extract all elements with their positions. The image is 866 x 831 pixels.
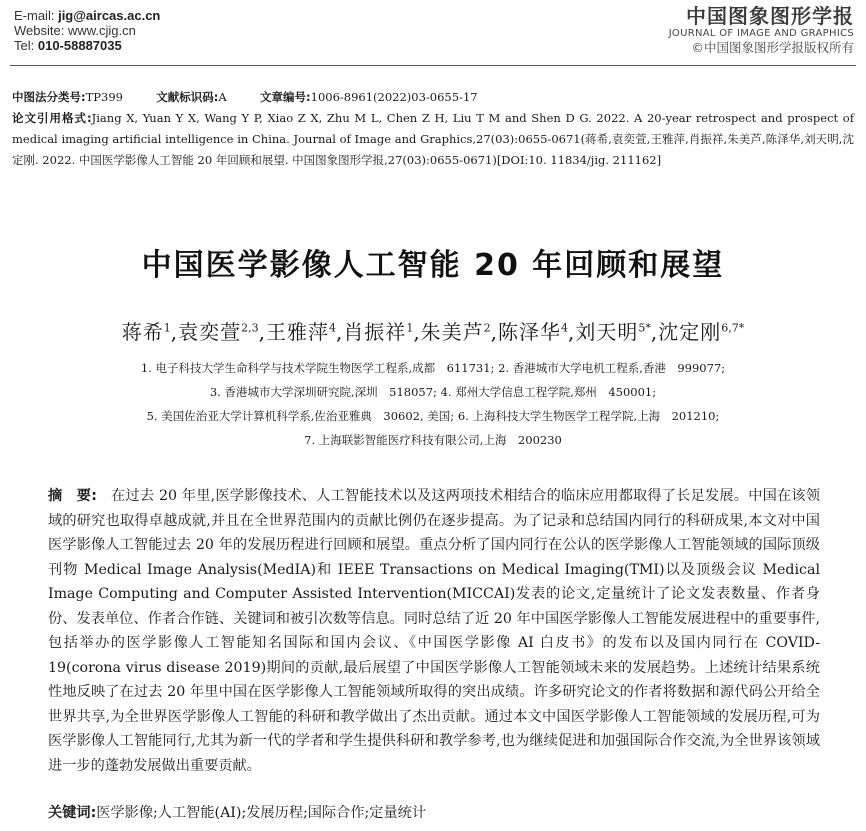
classification-line — [12, 87, 854, 108]
article-no-label: 文章编号: — [260, 90, 311, 104]
author-affiliation-mark: 1 — [163, 321, 171, 335]
website-line — [14, 23, 160, 38]
citation-label: 论文引用格式: — [12, 111, 92, 125]
author — [498, 320, 568, 344]
clc-label: 中图法分类号: — [12, 90, 86, 104]
author-affiliation-mark: 5* — [638, 321, 651, 335]
header-divider — [10, 65, 856, 66]
citation-format — [12, 108, 854, 171]
author-name: 王雅萍 — [265, 320, 329, 344]
author-affiliation-mark: 1 — [406, 321, 414, 335]
affiliation-list — [0, 356, 866, 452]
author — [122, 320, 171, 344]
author-name: 朱美芦 — [420, 320, 484, 344]
tel-line — [14, 38, 160, 53]
keywords — [48, 801, 426, 825]
author-affiliation-mark: 6,7* — [721, 321, 745, 335]
keywords-label: 关键词: — [48, 805, 97, 821]
author-affiliation-mark: 2,3 — [241, 321, 259, 335]
tel-label: Tel: — [14, 38, 35, 53]
affiliation-line: 1. 电子科技大学生命科学与技术学院生物医学工程系,成都 611731; 2. 香港城市大学电机工程系,香港 999077; — [140, 361, 726, 375]
tel-number: 010-58887035 — [37, 38, 122, 53]
author-name: 肖振祥 — [343, 320, 407, 344]
website-label: Website: — [14, 23, 65, 38]
author — [575, 320, 651, 344]
abstract-text: 在过去 20 年里,医学影像技术、人工智能技术以及这两项技术相结合的临床应用都取得了长足发展。中国在该领域的研究也取得卓越成就,并且在全世界范围内的贡献比例仍在逐步提高。为了记录和总结国内同行的科研成果,本文对中国医学影像人工智能过去 20 年的发展历程进行回顾和展望。重点分析了国内同行在公认的医学影像人工智能领域的国际顶级刊物 Medical Image Analysis(MedIA)和 IEEE Transactions on Medical Imaging(TMI)以及顶级会议 Medical Image Computing and Computer Assisted Intervention(MICCAI)发表的论文,定量统计了论文发表数量、作者身份、发表单位、作者合作链、关键词和被引次数等信息。同时总结了近 20 年中国医学影像人工智能发展进程中的重要事件,包括举办的医学影像人工智能知名国际和国内会议、《中国医学影像 AI 白皮书》的发布以及国内同行在 COVID-19(corona virus disease 2019)期间的贡献,最后展望了中国医学影像人工智能领域未来的发展趋势。上述统计结果系统性地反映了在过去 20 年里中国在医学影像人工智能领域所取得的突出成绩。许多研究论文的作者将数据和源代码公开给全世界共享,为全世界医学影像人工智能的科研和教学做出了杰出贡献。通过本文中国医学影像人工智能领域的发展历程,可为医学影像人工智能同行,尤其为新一代的学者和学生提供科研和教学参考,也为继续促进和加强国际合作交流,为全世界该领域进一步的蓬勃发展做出重要贡献。 — [48, 488, 821, 774]
email-line — [14, 8, 160, 23]
author-affiliation-mark: 4 — [328, 321, 336, 335]
email-label: E-mail: — [14, 8, 55, 23]
copyright-notice: ©中国图象图形学报版权所有 — [691, 40, 854, 55]
author-name: 袁奕萱 — [178, 320, 242, 344]
affiliation-line: 3. 香港城市大学深圳研究院,深圳 518057; 4. 郑州大学信息工程学院,郑州 450001; — [209, 385, 657, 399]
abstract-label: 摘 要: — [48, 488, 97, 504]
journal-name-cn: 中国图象图形学报 — [686, 4, 854, 28]
article-metadata — [12, 87, 854, 171]
author-affiliation-mark: 4 — [561, 321, 569, 335]
author — [178, 320, 259, 344]
journal-name-en: JOURNAL OF IMAGE AND GRAPHICS — [668, 28, 854, 39]
author-name: 陈泽华 — [498, 320, 562, 344]
author-name: 蒋希 — [121, 320, 164, 344]
journal-contact-block — [14, 8, 160, 53]
affiliation-line: 7. 上海联影智能医疗科技有限公司,上海 200230 — [304, 433, 562, 447]
paper-title: 中国医学影像人工智能 20 年回顾和展望 — [141, 248, 725, 283]
author — [343, 320, 413, 344]
clc-value: TP399 — [85, 90, 123, 104]
author-name: 刘天明 — [575, 320, 639, 344]
author-list: 蒋希$^1$,袁奕萱$^{2,3}$,王雅萍$^4$,肖振祥$^1$,朱美芦$^2$,陈泽华$^4$,刘天明$^{5*}$,沈定刚$^{6,7*}$ — [121, 320, 745, 344]
author-affiliation-mark: 2 — [483, 321, 491, 335]
author — [658, 320, 744, 344]
keywords-text: 医学影像;人工智能(AI);发展历程;国际合作;定量统计 — [96, 805, 427, 821]
abstract — [48, 484, 820, 778]
author — [421, 320, 491, 344]
doc-code-label: 文献标识码: — [156, 90, 219, 104]
citation-text: Jiang X, Yuan Y X, Wang Y P, Xiao Z X, Zhu M L, Chen Z H, Liu T M and Shen D G. 2022. A 20-year retrospect and prospect of medical imaging artificial intelligence in China. Journal of Image and Graphics,27(03):0655-0671(蒋希,袁奕萱,王雅萍,肖振祥,朱美芦,陈泽华,刘天明,沈定刚. 2022. 中国医学影像人工智能 20 年回顾和展望. 中国图象图形学报,27(03):0655-0671)[DOI:10. 11834/jig. 211162] — [12, 111, 854, 167]
article-no-value: 1006-8961(2022)03-0655-17 — [310, 90, 478, 104]
author-name: 沈定刚 — [658, 320, 722, 344]
journal-masthead — [669, 4, 854, 55]
doc-code-value: A — [218, 90, 227, 104]
email-address: jig@aircas.ac.cn — [58, 8, 161, 23]
affiliation-line: 5. 美国佐治亚大学计算机科学系,佐治亚雅典 30602, 美国; 6. 上海科技大学生物医学工程学院,上海 201210; — [146, 409, 720, 423]
website-url: www.cjig.cn — [67, 23, 136, 38]
author — [266, 320, 336, 344]
